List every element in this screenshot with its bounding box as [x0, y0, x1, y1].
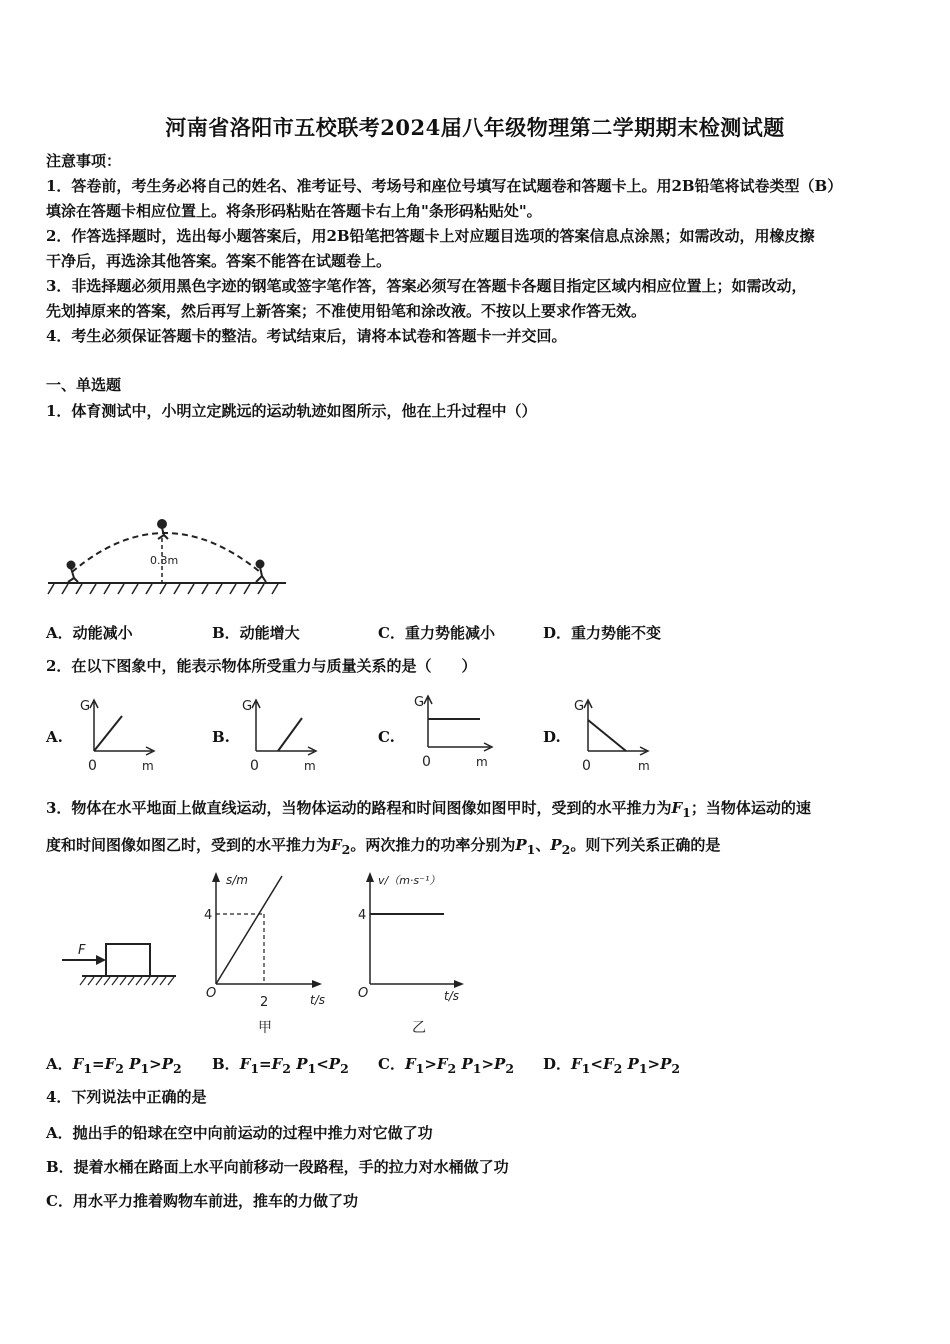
q2-stem: 2．在以下图象中，能表示物体所受重力与质量关系的是（ ） — [46, 657, 477, 675]
axis-m-label: m — [638, 759, 650, 773]
q3-option-d[interactable]: D．$F_1<F_2$ $P_1>P_2$ — [543, 1055, 681, 1076]
q3-stem-line2: 度和时间图像如图乙时，受到的水平推力为$F_2$。两次推力的功率分别为$P_1$、$P_2$。则下列关系正确的是 — [46, 836, 721, 857]
q1-stem: 1．体育测试中，小明立定跳远的运动轨迹如图所示，他在上升过程中（） — [46, 402, 537, 420]
yi-x-axis-label: t/s — [444, 989, 459, 1003]
origin-label: 0 — [582, 758, 591, 774]
q1-option-b[interactable]: B．动能增大 — [212, 624, 300, 642]
q2-graph-d — [572, 694, 654, 776]
axis-m-label: m — [476, 755, 488, 769]
q1-height-label: 0.3m — [150, 554, 179, 567]
q4-option-c[interactable]: C．用水平力推着购物车前进，推车的力做了功 — [46, 1192, 358, 1210]
q2-graph-a — [78, 694, 160, 776]
jia-x-axis-label: t/s — [310, 993, 325, 1007]
q1-option-a[interactable]: A．动能减小 — [46, 624, 133, 642]
force-label: F — [78, 943, 86, 958]
origin-label: 0 — [88, 758, 97, 774]
axis-g-label: G — [574, 699, 585, 714]
axis-g-label: G — [414, 695, 425, 710]
q4-stem: 4．下列说法中正确的是 — [46, 1088, 207, 1106]
q2-option-c-label[interactable]: C. — [378, 728, 395, 746]
notice-line: 2．作答选择题时，选出每小题答案后，用2B铅笔把答题卡上对应题目选项的答案信息点涂黑；如需改动，用橡皮擦 — [46, 227, 815, 245]
q3-figure — [56, 866, 476, 1040]
notice-line: 3．非选择题必须用黑色字迹的钢笔或签字笔作答，答案必须写在答题卡各题目指定区域内相应位置上；如需改动， — [46, 277, 807, 295]
origin-label: 0 — [422, 754, 431, 770]
section-heading: 一、单选题 — [46, 376, 122, 394]
q2-option-a-label[interactable]: A. — [46, 728, 63, 746]
q3-stem-line1: 3．物体在水平地面上做直线运动，当物体运动的路程和时间图像如图甲时，受到的水平推力为$F_1$；当物体运动的速 — [46, 799, 811, 820]
q1-long-jump-figure — [46, 508, 290, 600]
jia-y-tick: 4 — [204, 908, 213, 923]
axis-m-label: m — [142, 759, 154, 773]
q4-option-b[interactable]: B．提着水桶在路面上水平向前移动一段路程，手的拉力对水桶做了功 — [46, 1158, 509, 1176]
q3-option-a[interactable]: A．$F_1=F_2$ $P_1>P_2$ — [46, 1055, 182, 1076]
notice-line: 先划掉原来的答案，然后再写上新答案；不准使用铅笔和涂改液。不按以上要求作答无效。 — [46, 302, 647, 320]
page-title: 河南省洛阳市五校联考2024届八年级物理第二学期期末检测试题 — [165, 115, 785, 140]
axis-g-label: G — [80, 699, 91, 714]
notice-line: 干净后，再选涂其他答案。答案不能答在试题卷上。 — [46, 252, 392, 270]
jia-caption: 甲 — [258, 1020, 272, 1036]
origin-label: 0 — [250, 758, 259, 774]
yi-caption: 乙 — [412, 1020, 426, 1036]
yi-y-axis-label: v/（m·s⁻¹） — [378, 874, 441, 887]
jia-x-tick: 2 — [260, 995, 269, 1010]
q2-graph-b — [240, 694, 322, 776]
q2-graph-c — [412, 690, 498, 772]
q3-option-b[interactable]: B．$F_1=F_2$ $P_1<P_2$ — [212, 1055, 349, 1076]
axis-m-label: m — [304, 759, 316, 773]
q4-option-a[interactable]: A．抛出手的铅球在空中向前运动的过程中推力对它做了功 — [46, 1124, 433, 1142]
notice-heading: 注意事项： — [46, 152, 122, 170]
yi-origin: O — [358, 986, 369, 1001]
notice-line: 1．答卷前，考生务必将自己的姓名、准考证号、考场号和座位号填写在试题卷和答题卡上。用2B铅笔将试卷类型（B） — [46, 177, 843, 195]
axis-g-label: G — [242, 699, 253, 714]
q2-option-d-label[interactable]: D. — [543, 728, 561, 746]
jia-y-axis-label: s/m — [226, 873, 248, 887]
q3-option-c[interactable]: C．$F_1>F_2$ $P_1>P_2$ — [378, 1055, 515, 1076]
yi-y-tick: 4 — [358, 908, 367, 923]
jia-origin: O — [206, 986, 217, 1001]
notice-line: 填涂在答题卡相应位置上。将条形码粘贴在答题卡右上角"条形码粘贴处"。 — [46, 202, 542, 220]
q2-option-b-label[interactable]: B. — [212, 728, 230, 746]
notice-line: 4．考生必须保证答题卡的整洁。考试结束后，请将本试卷和答题卡一并交回。 — [46, 327, 567, 345]
q1-option-c[interactable]: C．重力势能减小 — [378, 624, 495, 642]
q1-option-d[interactable]: D．重力势能不变 — [543, 624, 662, 642]
